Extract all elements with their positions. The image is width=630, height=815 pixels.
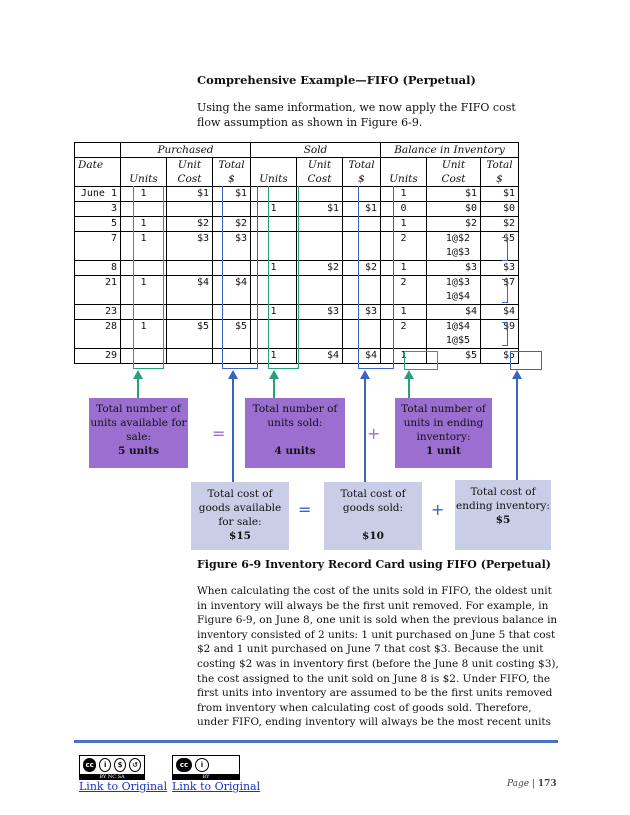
purchased-unit-cost: [167, 305, 213, 320]
sold-total: $4: [343, 349, 381, 364]
row-date: 3: [75, 202, 121, 217]
purchased-unit-cost: $3: [167, 232, 213, 261]
cc-icon-2: cc: [176, 758, 192, 772]
arrow-units-sold: [273, 378, 275, 398]
balance-unit-cost: $1: [427, 187, 481, 202]
arrow-units-available: [137, 378, 139, 398]
sold-unit-cost: $4: [297, 349, 343, 364]
sold-units: 1: [251, 305, 297, 320]
balance-total: $3: [481, 261, 519, 276]
balance-total: $1: [481, 187, 519, 202]
p-units-header: Units: [121, 158, 167, 187]
date-header: Date: [75, 158, 121, 187]
purchased-unit-cost: [167, 349, 213, 364]
brace-june7: [502, 237, 508, 261]
sold-unit-cost: $2: [297, 261, 343, 276]
ending-units-highlight: [404, 351, 438, 370]
callout-units-sold: Total number of units sold: 4 units: [245, 398, 345, 468]
sold-unit-cost: [297, 232, 343, 261]
arrowhead-units-ending: [404, 370, 414, 379]
balance-unit-cost: 1@$3 1@$4: [427, 276, 481, 305]
balance-total: $0: [481, 202, 519, 217]
by-icon: i: [99, 758, 111, 772]
sold-total-highlight: [358, 186, 394, 369]
sold-units-highlight: [268, 186, 299, 369]
balance-units: 2: [381, 232, 427, 261]
link-to-original-1[interactable]: Link to Original: [79, 780, 168, 793]
by-icon-2: i: [195, 758, 209, 772]
balance-unit-cost: $2: [427, 217, 481, 232]
purchased-unit-cost: $4: [167, 276, 213, 305]
purchased-units: 1: [121, 232, 167, 261]
balance-unit-cost: 1@$4 1@$5: [427, 320, 481, 349]
purchased-total: $5: [213, 320, 251, 349]
purchased-total: $1: [213, 187, 251, 202]
sold-total: $3: [343, 305, 381, 320]
purchased-unit-cost: $1: [167, 187, 213, 202]
sold-unit-cost: [297, 187, 343, 202]
equals-sign-cost: =: [298, 500, 312, 519]
callout-cost-ending: Total cost of ending inventory: $5: [455, 480, 551, 550]
sold-total: $2: [343, 261, 381, 276]
section-heading: Comprehensive Example—FIFO (Perpetual): [197, 73, 476, 87]
arrowhead-cost-available: [228, 370, 238, 379]
sold-unit-cost: $3: [297, 305, 343, 320]
balance-total: $5: [481, 232, 519, 261]
callout-cost-available: Total cost of goods available for sale: $15: [191, 482, 289, 550]
sold-units: 1: [251, 261, 297, 276]
purchased-units: 1: [121, 276, 167, 305]
balance-unit-cost: $0: [427, 202, 481, 217]
cc-icon: cc: [83, 758, 96, 772]
sold-units: 1: [251, 202, 297, 217]
cc-by-badge: [172, 755, 240, 775]
b-units-header: Units: [381, 158, 427, 187]
row-date: 21: [75, 276, 121, 305]
balance-unit-cost: $5: [427, 349, 481, 364]
arrowhead-units-sold: [269, 370, 279, 379]
balance-units: 1: [381, 305, 427, 320]
sold-unit-cost: [297, 320, 343, 349]
balance-total: $4: [481, 305, 519, 320]
purchased-units: 1: [121, 217, 167, 232]
balance-total: $5: [481, 349, 519, 364]
balance-unit-cost: $4: [427, 305, 481, 320]
purchased-units: 1: [121, 187, 167, 202]
row-date: 28: [75, 320, 121, 349]
sold-unit-cost: [297, 217, 343, 232]
badge2-caption: BY: [172, 775, 240, 780]
balance-total: $2: [481, 217, 519, 232]
brace-june28: [502, 322, 508, 346]
purchased-total: $4: [213, 276, 251, 305]
balance-units: 2: [381, 276, 427, 305]
corner-cell: [75, 143, 121, 158]
balance-unit-cost: $3: [427, 261, 481, 276]
arrowhead-cost-sold: [360, 370, 370, 379]
row-date: 7: [75, 232, 121, 261]
sa-icon: ↺: [129, 758, 141, 772]
balance-total: $9: [481, 320, 519, 349]
purchased-total-highlight: [222, 186, 258, 369]
sold-total: $1: [343, 202, 381, 217]
purchased-units-highlight: [133, 186, 164, 369]
purchased-total: $3: [213, 232, 251, 261]
sold-units: 1: [251, 349, 297, 364]
sold-unit-cost: $1: [297, 202, 343, 217]
nc-icon: $: [114, 758, 126, 772]
arrowhead-units-available: [133, 370, 143, 379]
cc-by-nc-sa-badge: [79, 755, 145, 775]
s-units-header: Units: [251, 158, 297, 187]
balance-units: 2: [381, 320, 427, 349]
footer-rule: [74, 740, 558, 743]
purchased-unit-cost: $5: [167, 320, 213, 349]
purchased-unit-cost: [167, 202, 213, 217]
page-number: Page | 173: [507, 779, 557, 789]
balance-unit-cost: 1@$2 1@$3: [427, 232, 481, 261]
group-sold: Sold: [251, 143, 381, 158]
b-cost-header: Unit Cost: [427, 158, 481, 187]
callout-cost-sold: Total cost of goods sold: $10: [324, 482, 422, 550]
purchased-units: 1: [121, 320, 167, 349]
balance-units: 1: [381, 349, 427, 364]
arrow-cost-sold: [364, 378, 366, 482]
row-date: 23: [75, 305, 121, 320]
s-total-header: Total $: [343, 158, 381, 187]
row-date: 8: [75, 261, 121, 276]
sold-unit-cost: [297, 276, 343, 305]
s-cost-header: Unit Cost: [297, 158, 343, 187]
arrow-cost-available: [232, 378, 234, 482]
group-balance: Balance in Inventory: [381, 143, 519, 158]
balance-total: $7: [481, 276, 519, 305]
body-paragraph: When calculating the cost of the units sold in FIFO, the oldest unit in inventory will always be the first unit removed. For example, in Figure 6-9, on June 8, one unit is sold when the previous balance in inventory consisted of 2 units: 1 unit purchased on June 5 that cost $2 and 1 unit purchased on June 7 that cost $3. Because the unit costing $2 was in inventory first (before the June 8 unit costing $3), the cost assigned to the unit sold on June 8 is $2. Under FIFO, the first units into inventory are assumed to be the first units removed from inventory when calculating cost of goods sold. Therefore, under FIFO, ending inventory will always be the most recent units: [197, 585, 559, 729]
p-cost-header: Unit Cost: [167, 158, 213, 187]
arrowhead-cost-ending: [512, 370, 522, 379]
purchased-unit-cost: [167, 261, 213, 276]
row-date: 5: [75, 217, 121, 232]
equals-sign-units: =: [212, 424, 226, 443]
purchased-unit-cost: $2: [167, 217, 213, 232]
plus-sign-cost: +: [431, 500, 445, 519]
balance-units: 1: [381, 217, 427, 232]
purchased-total: $2: [213, 217, 251, 232]
link-to-original-2[interactable]: Link to Original: [172, 780, 261, 793]
plus-sign-units: +: [367, 424, 381, 443]
arrow-units-ending: [408, 378, 410, 398]
callout-units-ending: Total number of units in ending inventory: 1 unit: [395, 398, 492, 468]
balance-units: 0: [381, 202, 427, 217]
balance-units: 1: [381, 261, 427, 276]
balance-units: 1: [381, 187, 427, 202]
row-date: June 1: [75, 187, 121, 202]
badge1-caption: BY NC SA: [79, 775, 145, 780]
callout-units-available: Total number of units available for sale: 5 units: [89, 398, 188, 468]
b-total-header: Total $: [481, 158, 519, 187]
arrow-cost-ending: [516, 378, 518, 482]
p-total-header: Total $: [213, 158, 251, 187]
figure-caption: Figure 6-9 Inventory Record Card using FIFO (Perpetual): [197, 558, 551, 571]
ending-total-highlight: [510, 351, 542, 370]
intro-paragraph: Using the same information, we now apply the FIFO cost flow assumption as shown in Figure 6-9.: [197, 101, 516, 129]
group-purchased: Purchased: [121, 143, 251, 158]
brace-june21: [502, 279, 508, 303]
row-date: 29: [75, 349, 121, 364]
